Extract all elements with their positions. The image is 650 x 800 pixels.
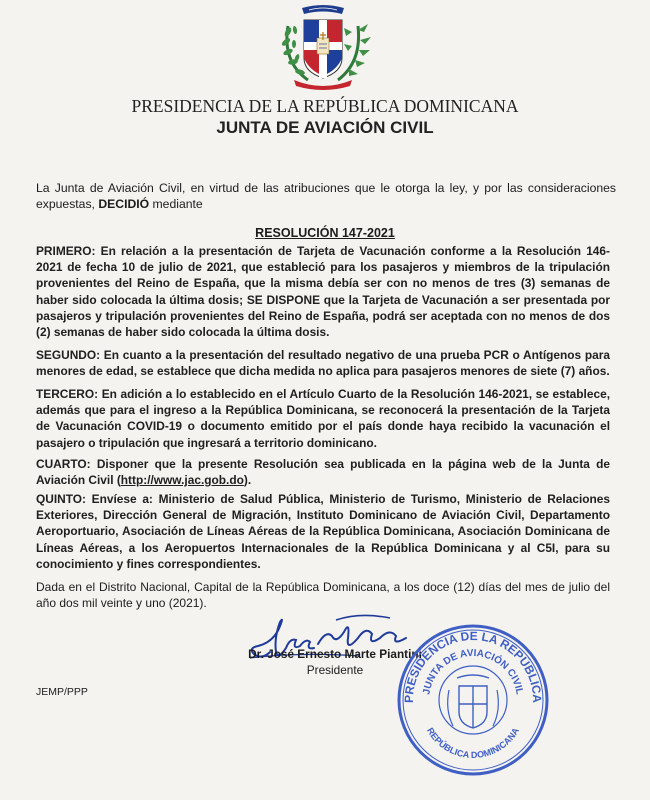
resolution-title bbox=[0, 226, 650, 240]
board-heading: JUNTA DE AVIACIÓN CIVIL bbox=[216, 118, 434, 137]
presidency-heading: PRESIDENCIA DE LA REPÚBLICA DOMINICANA bbox=[131, 96, 519, 116]
article-text: Disponer que la presente Resolución sea publicada en la página web de la Junta de Aviación Civil ( bbox=[36, 457, 610, 488]
article-text-end: ). bbox=[243, 473, 252, 488]
jac-website-link[interactable]: http://www.jac.gob.do bbox=[120, 473, 244, 488]
article-label: PRIMERO: bbox=[36, 244, 96, 258]
article-tercero bbox=[36, 386, 610, 451]
article-label: QUINTO: bbox=[36, 492, 86, 506]
article-label: TERCERO: bbox=[36, 387, 99, 401]
article-text: En relación a la presentación de Tarjeta de Vacunación conforme a la Resolución 146-2021 de fecha 10 de julio de 2021, que estableció para los pasajeros y miembros de la tripulación provenientes del Reino de España, que la misma debía ser con no menos de tres (3) semanas de haber sido colocada la última dosis; SE DISPONE que la Tarjeta de Vacunación a ser presentada por pasajeros y tripulación provenientes del Reino de España, podrá ser aceptada con no menos de dos (2) semanas de haber sido colocada la última dosis. bbox=[36, 244, 610, 340]
article-cuarto bbox=[36, 456, 610, 488]
reference-initials: JEMP/PPP bbox=[36, 686, 88, 698]
article-segundo bbox=[36, 347, 610, 379]
article-label: SEGUNDO: bbox=[36, 348, 101, 362]
signatory-title: Presidente bbox=[306, 663, 364, 677]
seal-top-text: PRESIDENCIA DE LA REPÚBLICA bbox=[401, 628, 545, 704]
seal-bottom-text: REPÚBLICA DOMINICANA bbox=[425, 725, 521, 761]
intro-decision-word: DECIDIÓ bbox=[98, 197, 150, 211]
article-text: En adición a lo establecido en el Artículo Cuarto de la Resolución 146-2021, se establece, además que para el ingreso a la República Dominicana, se reconocerá la presentación de la Tarjeta de Vacunación COVID-19 o documento emitido por el país donde haya recibido la vacunación el pasajero o tripulación que ingresará a territorio dominicano. bbox=[36, 387, 610, 450]
article-text: Envíese a: Ministerio de Salud Pública, Ministerio de Turismo, Ministerio de Relaciones Exteriores, Dirección General de Migración, Instituto Dominicano de Aviación Civil, Departamento Aeroportuario, Asociación de Líneas Aéreas de la República Dominicana, Asociación Dominicana de Líneas Aéreas, a los Aeropuertos Internacionales de la República Dominicana y al C5I, para su conocimiento y fines correspondientes. bbox=[36, 492, 610, 571]
article-text: En cuanto a la presentación del resultado negativo de una prueba PCR o Antígenos para menores de edad, se establece que dicha medida no aplica para pasajeros menores de siete (7) años. bbox=[36, 348, 610, 379]
official-seal-stamp bbox=[393, 620, 553, 780]
article-label: CUARTO: bbox=[36, 457, 91, 471]
closing-paragraph: Dada en el Distrito Nacional, Capital de la República Dominicana, a los doce (12) días del mes de julio del año dos mil veinte y uno (2021). bbox=[36, 580, 610, 610]
resolution-number: RESOLUCIÓN 147-2021 bbox=[255, 226, 395, 240]
intro-paragraph bbox=[36, 180, 616, 212]
seal-middle-text: JUNTA DE AVIACIÓN CIVIL bbox=[421, 647, 525, 696]
article-primero bbox=[36, 243, 610, 340]
signatory-name: Dr. José Ernesto Marte Piantini bbox=[248, 647, 422, 661]
coat-of-arms-logo bbox=[264, 2, 382, 90]
intro-text: La Junta de Aviación Civil, en virtud de las atribuciones que le otorga la ley, y por las consideraciones expuestas, bbox=[36, 181, 616, 211]
article-quinto bbox=[36, 491, 610, 572]
intro-after: mediante bbox=[149, 197, 203, 211]
